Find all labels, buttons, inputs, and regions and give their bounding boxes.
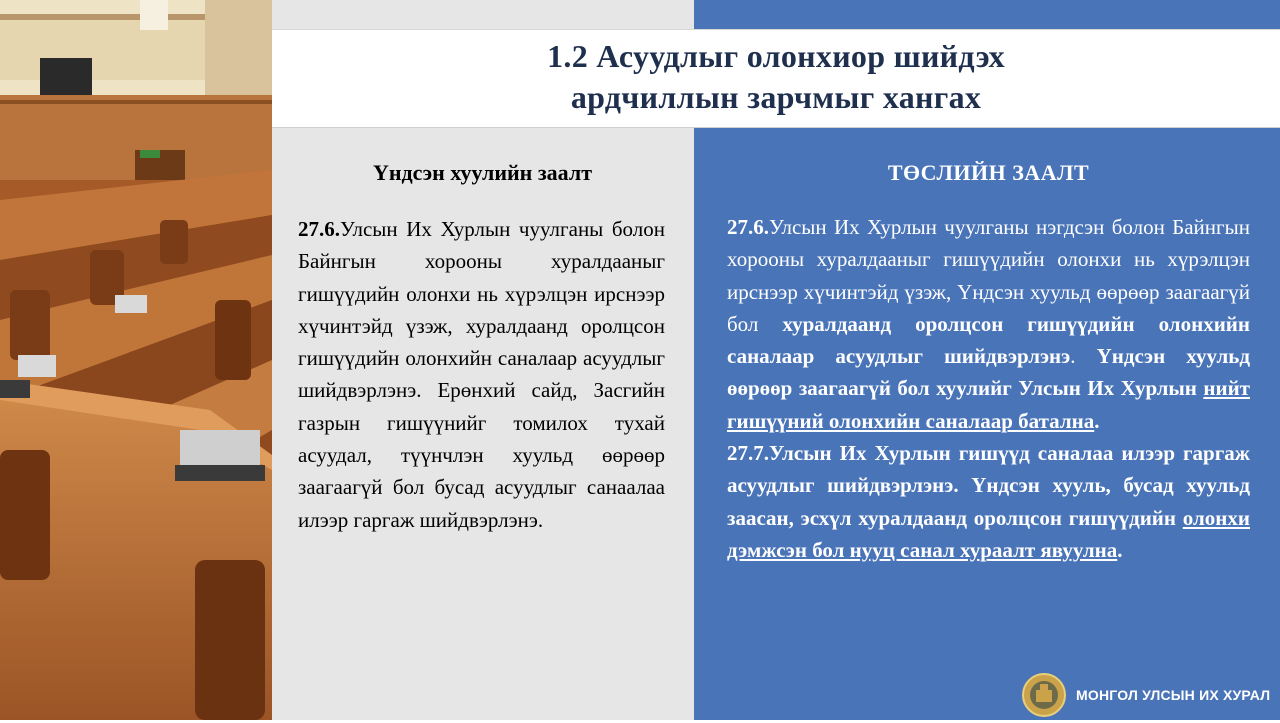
draft-p2-end: .: [1117, 537, 1123, 562]
draft-article-text: [727, 211, 1250, 566]
draft-heading: ТӨСЛИЙН ЗААЛТ: [887, 160, 1090, 185]
constitution-article-text: [298, 213, 665, 536]
draft-p1-text-a: Улсын Их Хурлын чуулганы нэгдсэн болон Байнгын хорооны хуралдааныг гишүүдийн олонхи нь хүрэлцэн ирснээр хүчинтэйд үзэж, Үндсэн хуульд өөрөөр заагаагүй бол: [727, 215, 1250, 336]
draft-p1-bold-a: хуралдаанд оролцсон гишүүдийн олонхийн саналаар асуудлыг шийдвэрлэнэ: [727, 311, 1250, 369]
draft-paragraph-2: [727, 437, 1250, 566]
draft-paragraph-1: [727, 211, 1250, 437]
parliament-hall-photo: [0, 0, 272, 720]
article-body: Улсын Их Хурлын чуулганы болон Байнгын хорооны хуралдааныг гишүүдийн олонхи нь хүрэлцэн ирснээр хүчинтэйд үзэж, хуралдаанд оролцсон гишүүдийн олонхийн саналаар асуудлыг шийдвэрлэнэ. Ерөнхий сайд, Засгийн газрын гишүүнийг томилох тухай асуудал, түүнчлэн хуульд өөрөөр заагаагүй бол бусад асуудлыг санаалаа илээр гаргаж шийдвэрлэнэ.: [298, 217, 665, 532]
draft-p2-underline: олонхи дэмжсэн бол нууц санал хураалт явуулна: [727, 505, 1250, 562]
slide-title: [272, 36, 1280, 118]
constitution-heading: Үндсэн хуулийн заалт: [372, 160, 593, 185]
draft-article-number: 27.6.: [727, 215, 769, 239]
draft-p2-text: 27.7.Улсын Их Хурлын гишүүд саналаа илээр гаргаж асуудлыг шийдвэрлэнэ. Үндсэн хууль, бусад хуульд заасан, эсхүл хуралдаанд оролцсон гишүүдийн: [727, 441, 1250, 530]
title-line-2: ардчиллын зарчмыг хангах: [570, 79, 982, 115]
draft-p1-end: .: [1094, 408, 1100, 433]
article-number: 27.6.: [298, 217, 340, 241]
draft-p1-underline: нийт гишүүний олонхийн саналаар батална: [727, 376, 1250, 433]
parliament-emblem-icon: [1021, 672, 1067, 718]
draft-p1-text-b: .: [1070, 344, 1097, 369]
draft-p1-bold-b: Үндсэн хуульд өөрөөр заагаагүй бол хуулийг Улсын Их Хурлын: [727, 344, 1250, 401]
org-name: МОНГОЛ УЛСЫН ИХ ХУРАЛ: [1076, 687, 1271, 703]
title-line-1: 1.2 Асуудлыг олонхиор шийдэх: [547, 38, 1005, 74]
